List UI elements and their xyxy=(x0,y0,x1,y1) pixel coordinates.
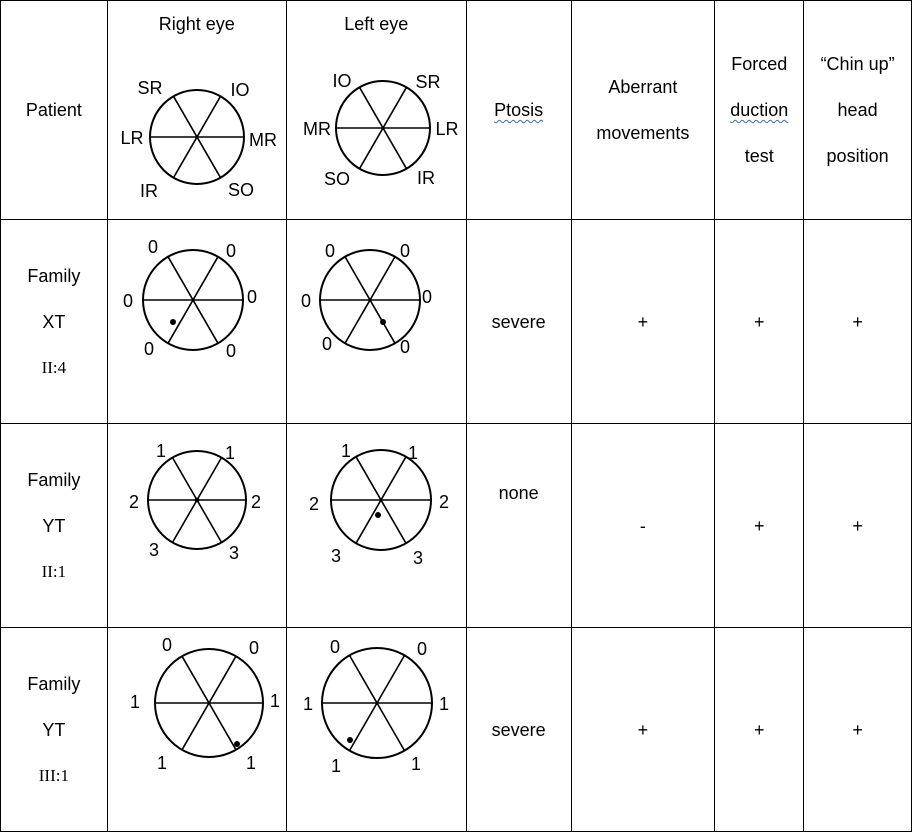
chin-up-cell: + xyxy=(804,628,912,832)
header-right-eye xyxy=(107,1,286,220)
left-eye-diagram xyxy=(287,628,466,831)
header-chin-up xyxy=(804,1,912,220)
score-ul: 0 xyxy=(329,637,340,657)
patient-cell xyxy=(1,628,108,832)
chin-up-cell: + xyxy=(804,220,912,424)
right-key-ul: SR xyxy=(137,78,163,98)
right-eye-key-diagram xyxy=(108,34,286,204)
score-l: 1 xyxy=(302,694,313,714)
left-key-ur: SR xyxy=(415,72,441,92)
score-lr: 0 xyxy=(225,341,236,361)
left-eye-key-diagram xyxy=(287,34,466,204)
eye-dot xyxy=(234,741,240,747)
score-l: 2 xyxy=(308,494,319,514)
header-patient: Patient xyxy=(1,1,108,220)
score-lr: 1 xyxy=(410,754,421,774)
header-chin-line-1: “Chin up” xyxy=(820,54,895,74)
aberrant-cell: - xyxy=(571,424,715,628)
eye-dot xyxy=(347,737,353,743)
ptosis-cell: severe xyxy=(466,220,571,424)
score-ul: 0 xyxy=(161,635,172,655)
score-ur: 0 xyxy=(225,241,236,261)
eye-dot xyxy=(380,319,386,325)
score-r: 2 xyxy=(438,492,449,512)
score-r: 0 xyxy=(421,287,432,307)
patient-family: Family xyxy=(27,265,81,286)
eye-dot xyxy=(170,319,176,325)
left-key-l: MR xyxy=(302,119,331,139)
eye-dot xyxy=(375,512,381,518)
header-forced-line-2: duction xyxy=(730,100,789,120)
score-lr: 3 xyxy=(228,543,239,563)
score-r: 1 xyxy=(438,694,449,714)
header-chin-line-2: head xyxy=(837,100,878,120)
patient-id: II:4 xyxy=(41,357,67,377)
header-left-eye xyxy=(286,1,466,220)
header-forced-line-1: Forced xyxy=(731,54,788,74)
score-ur: 0 xyxy=(248,638,259,658)
right-key-lr: SO xyxy=(227,180,254,200)
forced-duction-cell: + xyxy=(715,220,804,424)
patient-id: III:1 xyxy=(38,765,69,785)
score-ll: 0 xyxy=(321,334,332,354)
patient-family: Family xyxy=(27,469,81,490)
header-aberrant-line-1: Aberrant xyxy=(608,77,678,97)
header-aberrant-line-2: movements xyxy=(596,123,690,143)
patient-cell xyxy=(1,424,108,628)
left-eye-diagram xyxy=(287,424,466,627)
eye-dot xyxy=(194,498,199,503)
left-key-r: LR xyxy=(435,119,459,139)
patient-id: II:1 xyxy=(41,561,67,581)
score-r: 1 xyxy=(269,691,280,711)
score-lr: 0 xyxy=(399,337,410,357)
ptosis-value: none xyxy=(498,483,539,503)
left-eye-diagram xyxy=(287,220,466,423)
right-key-ur: IO xyxy=(230,80,250,100)
score-l: 0 xyxy=(122,291,133,311)
ptosis-cell xyxy=(466,424,571,628)
score-ul: 0 xyxy=(324,241,335,261)
right-eye-title: Right eye xyxy=(158,14,235,34)
score-lr: 1 xyxy=(245,753,256,773)
right-eye-diagram xyxy=(108,424,286,627)
header-forced-duction xyxy=(715,1,804,220)
left-eye-cell xyxy=(286,628,466,832)
left-key-lr: IR xyxy=(416,168,435,188)
header-ptosis-label: Ptosis xyxy=(494,100,544,120)
score-ur: 0 xyxy=(416,639,427,659)
patient-code: XT xyxy=(42,311,66,332)
score-ll: 3 xyxy=(330,546,341,566)
left-eye-title: Left eye xyxy=(344,14,409,34)
table-row xyxy=(1,628,912,832)
aberrant-cell: + xyxy=(571,220,715,424)
right-eye-cell xyxy=(107,220,286,424)
header-chin-line-3: position xyxy=(826,146,889,166)
score-ul: 1 xyxy=(340,441,351,461)
right-key-r: MR xyxy=(248,130,277,150)
table-row xyxy=(1,424,912,628)
left-eye-cell xyxy=(286,424,466,628)
score-ll: 0 xyxy=(143,339,154,359)
left-eye-cell xyxy=(286,220,466,424)
ptosis-cell: severe xyxy=(466,628,571,832)
score-ul: 1 xyxy=(155,441,166,461)
score-ur: 0 xyxy=(399,241,410,261)
header-ptosis xyxy=(466,1,571,220)
right-key-ll: IR xyxy=(139,181,158,201)
right-eye-cell xyxy=(107,424,286,628)
left-key-ll: SO xyxy=(323,169,350,189)
score-l: 2 xyxy=(128,492,139,512)
score-l: 0 xyxy=(300,291,311,311)
forced-duction-cell: + xyxy=(715,628,804,832)
table-row xyxy=(1,220,912,424)
score-ll: 3 xyxy=(148,540,159,560)
right-eye-diagram xyxy=(108,220,286,423)
patient-family: Family xyxy=(27,673,81,694)
score-ul: 0 xyxy=(147,237,158,257)
patient-code: YT xyxy=(42,719,66,740)
score-ur: 1 xyxy=(224,443,235,463)
right-key-l: LR xyxy=(120,128,144,148)
score-ll: 1 xyxy=(156,753,167,773)
forced-duction-cell: + xyxy=(715,424,804,628)
chin-up-cell: + xyxy=(804,424,912,628)
score-r: 0 xyxy=(246,287,257,307)
header-aberrant xyxy=(571,1,715,220)
score-lr: 3 xyxy=(412,548,423,568)
header-forced-line-3: test xyxy=(744,146,774,166)
score-ll: 1 xyxy=(330,756,341,776)
header-row xyxy=(1,1,912,220)
right-eye-cell xyxy=(107,628,286,832)
right-eye-diagram xyxy=(108,628,286,831)
left-key-ul: IO xyxy=(332,71,352,91)
aberrant-cell: + xyxy=(571,628,715,832)
patient-cell xyxy=(1,220,108,424)
score-r: 2 xyxy=(250,492,261,512)
score-ur: 1 xyxy=(407,443,418,463)
patient-code: YT xyxy=(42,515,66,536)
score-l: 1 xyxy=(129,692,140,712)
